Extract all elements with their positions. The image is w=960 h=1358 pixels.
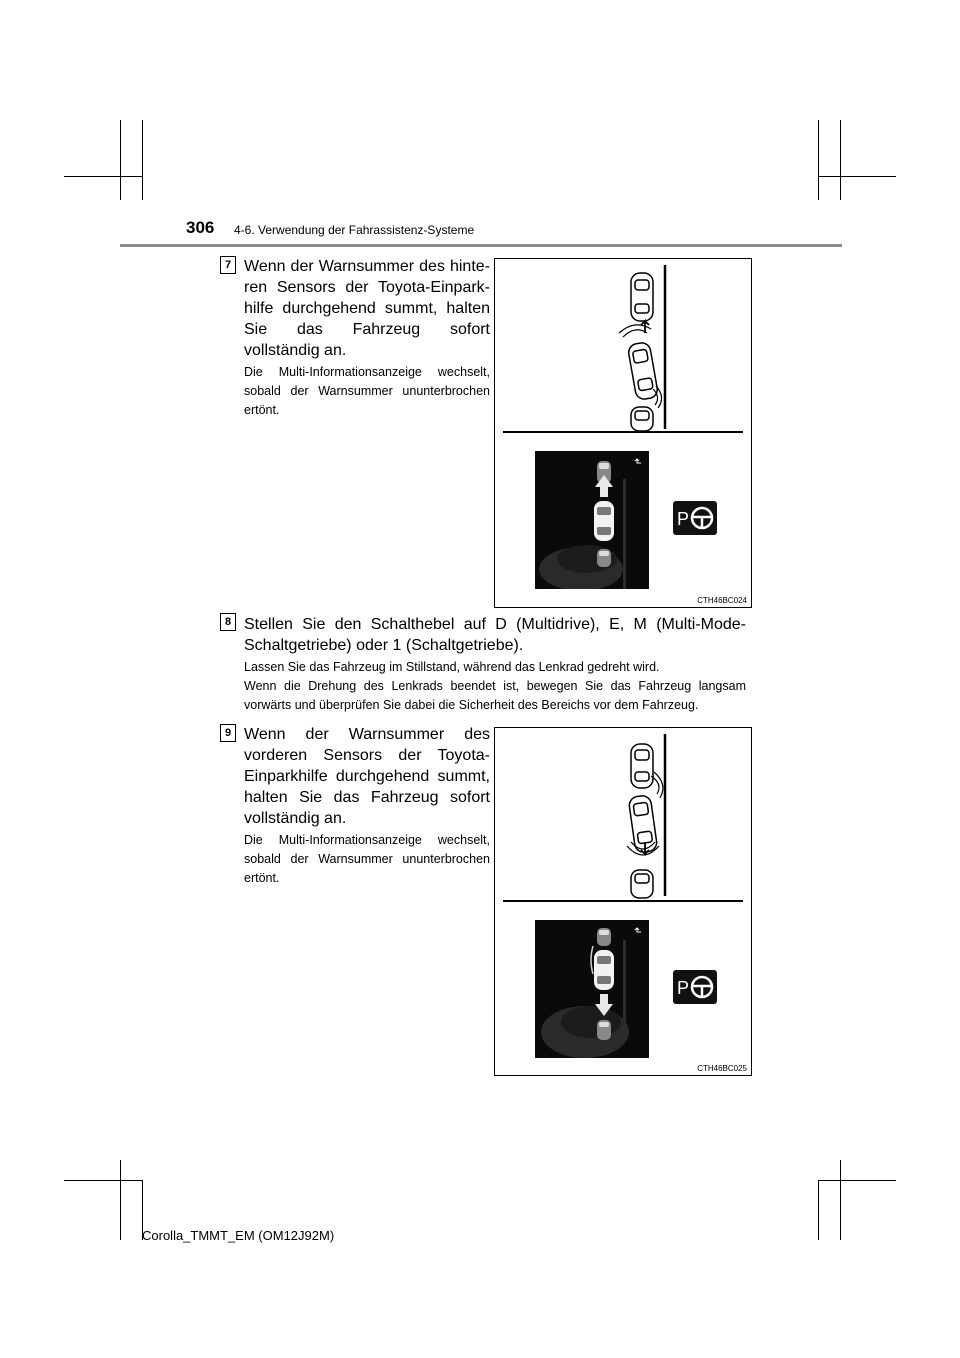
parking-assist-steering-icon — [673, 501, 717, 535]
figure-code: CTH46BC025 — [697, 1064, 747, 1073]
crop-mark — [64, 1180, 142, 1181]
step-badge-8: 8 — [220, 613, 236, 631]
multi-information-display — [535, 920, 649, 1058]
svg-text:P: P — [677, 978, 690, 998]
step-7-text: Wenn der Warnsummer des hinteren Sensors der Toyota-Einparkhilfe durchgehend summt, halten Sie das Fahrzeug sofort vollständig an. — [244, 258, 490, 359]
header-rule — [120, 244, 842, 247]
step-9-text: Wenn der Warnsummer des vorderen Sensors der Toyota-Einparkhilfe durchgehend summt, halten Sie das Fahrzeug sofort vollständig an. — [244, 726, 490, 827]
crop-mark — [840, 120, 841, 200]
parking-assist-steering-icon — [673, 970, 717, 1004]
step-badge-9: 9 — [220, 724, 236, 742]
footer-model-code: Corolla_TMMT_EM (OM12J92M) — [142, 1228, 335, 1243]
step-badge-7: 7 — [220, 256, 236, 274]
page-number: 306 — [186, 218, 215, 237]
figure-front-sensor — [494, 727, 752, 1076]
step-9-note: Die Multi-Informationsanzeige wechselt, sobald der Warnsummer ununterbrochen ertönt. — [244, 833, 490, 885]
multi-information-display — [535, 451, 649, 589]
step-8-text: Stellen Sie den Schalthebel auf D (Multidrive), E, M (Multi-Mode-Schaltgetriebe) oder 1 (Schaltgetriebe). — [244, 616, 746, 654]
parking-scene-illustration — [495, 259, 751, 434]
crop-mark — [818, 1180, 819, 1240]
figure-divider — [503, 431, 743, 433]
step-8-note-1: Lassen Sie das Fahrzeug im Stillstand, während das Lenkrad gedreht wird. — [244, 660, 660, 674]
crop-mark — [818, 176, 896, 177]
crop-mark — [120, 1160, 121, 1240]
step-8-note-2: Wenn die Drehung des Lenkrads beendet ist, bewegen Sie das Fahrzeug langsam vorwärts und überprüfen Sie dabei die Sicherheit des Bereichs vor dem Fahrzeug. — [244, 679, 746, 712]
figure-code: CTH46BC024 — [697, 596, 747, 605]
crop-mark — [818, 120, 819, 200]
crop-mark — [120, 120, 121, 200]
crop-mark — [818, 1180, 896, 1181]
parking-scene-illustration — [495, 728, 751, 903]
section-title: 4-6. Verwendung der Fahrassistenz-Systeme — [234, 223, 475, 237]
crop-mark — [142, 120, 143, 200]
figure-rear-sensor — [494, 258, 752, 608]
svg-text:P: P — [677, 509, 690, 529]
step-7-note: Die Multi-Informationsanzeige wechselt, sobald der Warnsummer ununterbrochen ertönt. — [244, 365, 490, 417]
crop-mark — [64, 176, 142, 177]
crop-mark — [840, 1160, 841, 1240]
figure-divider — [503, 900, 743, 902]
